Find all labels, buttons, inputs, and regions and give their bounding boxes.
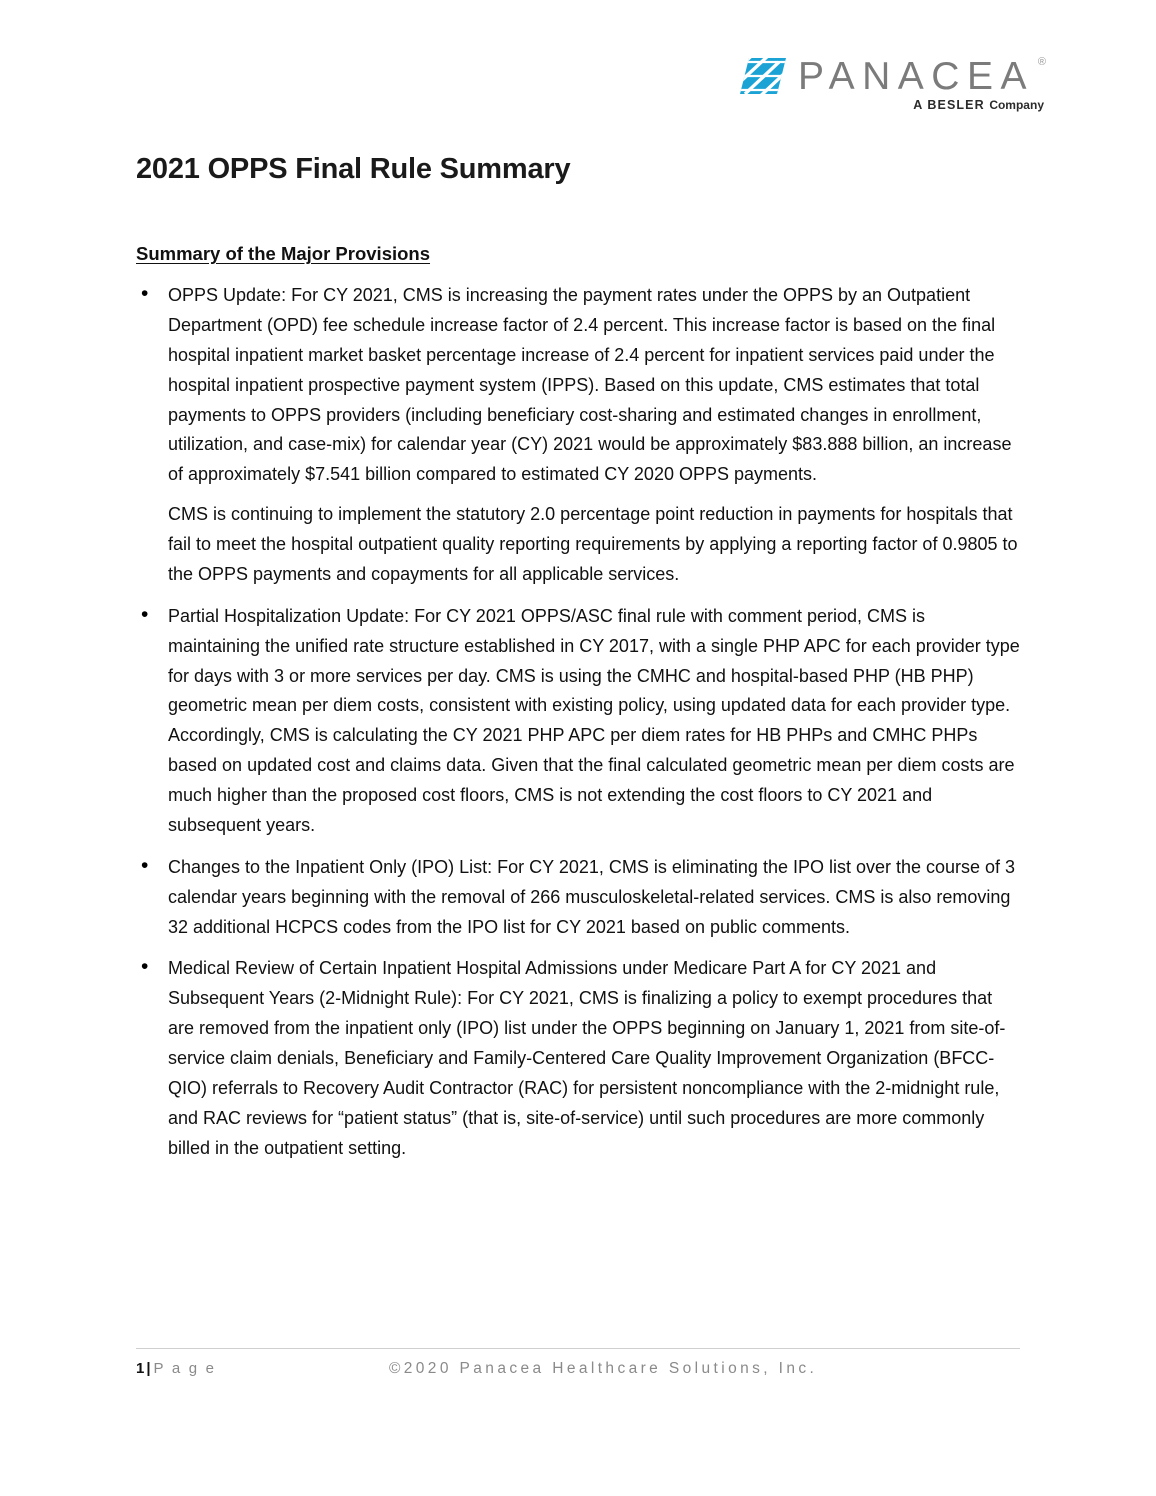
logo-tagline-suffix: Company xyxy=(989,98,1044,112)
panacea-wordmark-text: PANACEA xyxy=(798,54,1034,98)
document-body xyxy=(136,243,1021,1176)
footer-page-number: 1 xyxy=(136,1360,145,1377)
panacea-logo xyxy=(740,56,1046,112)
bullet-paragraph: • Changes to the Inpatient Only (IPO) List: For CY 2021, CMS is eliminating the IPO list over the course of 3 calendar years beginning with the removal of 266 musculoskeletal-related services. CMS is also removing 32 additional HCPCS codes from the IPO list for CY 2021 based on public comments. xyxy=(168,856,1016,937)
bullet-paragraph: • OPPS Update: For CY 2021, CMS is increasing the payment rates under the OPPS by an Outpatient Department (OPD) fee schedule increase factor of 2.4 percent. This increase factor is based on the final hospital inpatient market basket percentage increase of 2.4 percent for inpatient services paid under the hospital inpatient prospective payment system (IPPS). Based on this update, CMS estimates that total payments to OPPS providers (including beneficiary cost-sharing and estimated changes in enrollment, utilization, and case-mix) for calendar year (CY) 2021 would be approximately $83.888 billion, an increase of approximately $7.541 billion compared to estimated CY 2020 OPPS payments. xyxy=(168,285,1012,485)
continuation-paragraph: CMS is continuing to implement the statutory 2.0 percentage point reduction in payments for hospitals that fail to meet the hospital outpatient quality reporting requirements by applying a reporting factor of 0.9805 to the OPPS payments and copayments for all applicable services. xyxy=(168,504,1018,584)
logo-tagline xyxy=(913,98,1044,112)
list-item xyxy=(136,602,1021,841)
provisions-list xyxy=(136,281,1021,490)
registered-trademark-icon: ® xyxy=(1037,55,1046,68)
page-footer xyxy=(136,1348,1020,1378)
bullet-paragraph: • Medical Review of Certain Inpatient Hospital Admissions under Medicare Part A for CY 2021 and Subsequent Years (2-Midnight Rule): For CY 2021, CMS is finalizing a policy to exempt procedures that are removed from the inpatient only (IPO) list under the OPPS beginning on January 1, 2021 from site-of-service claim denials, Beneficiary and Family-Centered Care Quality Improvement Organization (BFCC-QIO) referrals to Recovery Audit Contractor (RAC) for persistent noncompliance with the 2-midnight rule, and RAC reviews for “patient status” (that is, site-of-service) until such procedures are more commonly billed in the outpatient setting. xyxy=(168,958,1006,1158)
list-item xyxy=(136,853,1021,943)
bullet-paragraph: • Partial Hospitalization Update: For CY 2021 OPPS/ASC final rule with comment period, CMS is maintaining the unified rate structure established in CY 2017, with a single PHP APC for each provider type for days with 3 or more services per day. CMS is using the CMHC and hospital-based PHP (HB PHP) geometric mean per diem costs, consistent with existing policy, using updated data for each provider type. Accordingly, CMS is calculating the CY 2021 PHP APC per diem rates for HB PHPs and CMHC PHPs based on updated cost and claims data. Given that the final calculated geometric mean per diem costs are much higher than the proposed cost floors, CMS is not extending the cost floors to CY 2021 and subsequent years. xyxy=(168,605,1020,835)
provisions-list-continued xyxy=(136,602,1021,1164)
page-title: 2021 OPPS Final Rule Summary xyxy=(136,153,571,186)
logo-row xyxy=(740,56,1046,96)
footer-page-label: P a g e xyxy=(153,1360,217,1377)
list-item xyxy=(136,954,1021,1163)
footer-page-separator: | xyxy=(146,1360,151,1377)
section-heading: Summary of the Major Provisions xyxy=(136,243,431,264)
panacea-wordmark xyxy=(798,54,1046,98)
panacea-logo-mark xyxy=(740,56,786,96)
list-item xyxy=(136,281,1021,490)
footer-page-indicator xyxy=(136,1360,216,1377)
footer-copyright: ©2020 Panacea Healthcare Solutions, Inc. xyxy=(388,1360,818,1377)
logo-tagline-prefix: A BESLER xyxy=(913,98,990,112)
